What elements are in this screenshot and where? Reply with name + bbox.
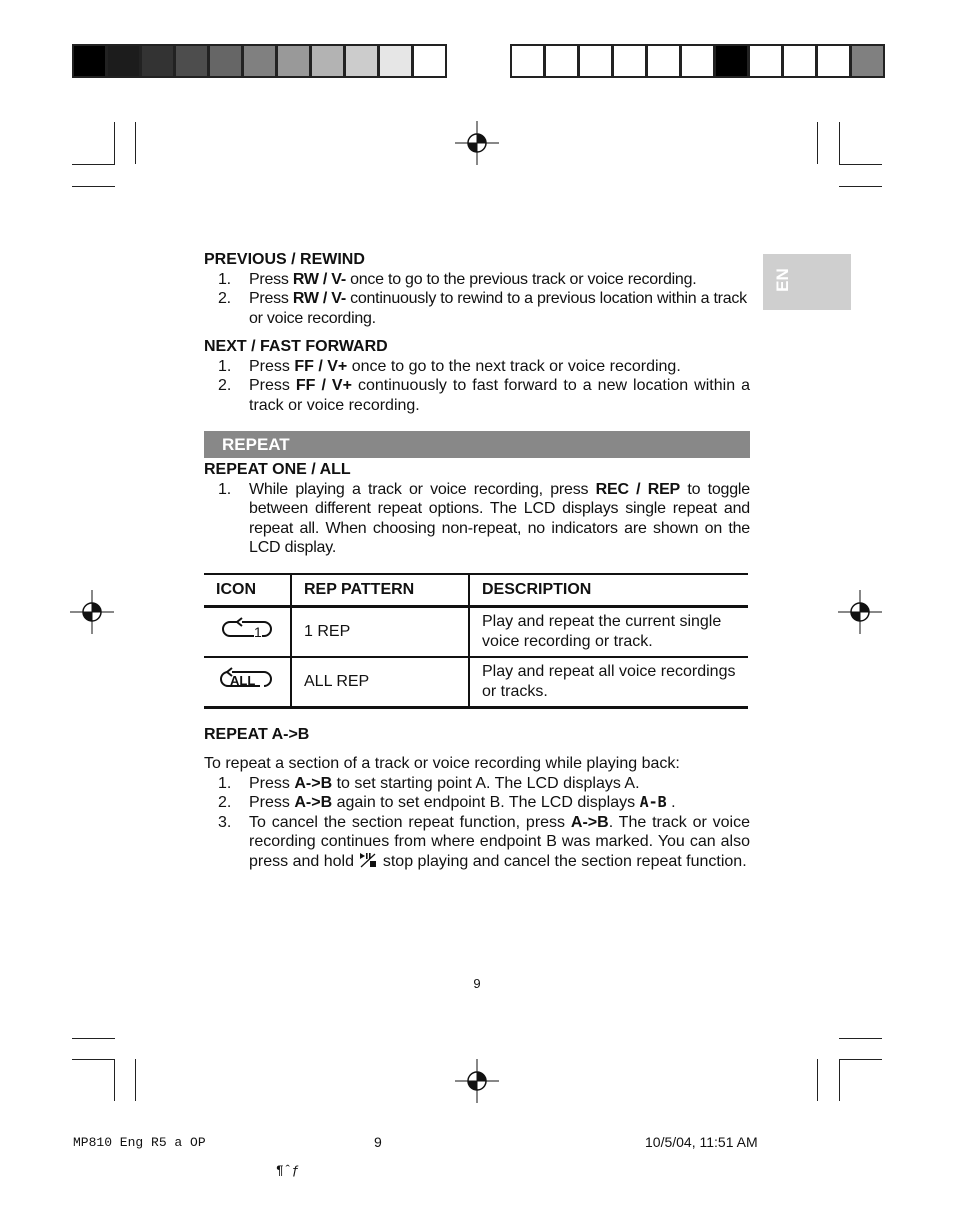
text: Press (249, 270, 293, 288)
calibration-swatch (346, 46, 377, 76)
calibration-swatch (176, 46, 207, 76)
crop-mark (135, 1059, 136, 1101)
repeat-steps (204, 480, 750, 558)
footer-filename: MP810 Eng R5 a OP (73, 1135, 206, 1150)
calibration-swatch (614, 46, 645, 76)
list-item (204, 774, 750, 794)
repeat-ab-intro: To repeat a section of a track or voice recording while playing back: (204, 755, 680, 772)
key-label: FF / V+ (295, 377, 352, 394)
key-label: A->B (294, 774, 333, 792)
registration-target-icon (838, 590, 882, 634)
list-item (204, 289, 750, 328)
calibration-swatch (244, 46, 275, 76)
calibration-swatch (716, 46, 747, 76)
list-item (204, 480, 750, 558)
footer-datetime: 10/5/04, 11:51 AM (645, 1134, 758, 1150)
table-cell-pattern: 1 REP (291, 606, 469, 657)
table-cell-icon (204, 657, 291, 708)
page-number: 9 (473, 976, 481, 991)
text: once to go to the previous track or voice recording. (345, 270, 697, 288)
text: stop playing and cancel the section repeat function. (378, 852, 747, 870)
crop-mark (72, 1038, 115, 1039)
list-item (204, 793, 750, 813)
section-heading-repeat-ab: REPEAT A->B (204, 725, 310, 743)
footer-page: 9 (374, 1134, 382, 1150)
calibration-swatch (750, 46, 781, 76)
text: . (666, 794, 676, 811)
list-number: 1. (218, 357, 232, 375)
table-cell-icon (204, 606, 291, 657)
list-item (204, 813, 750, 872)
language-tab-label: EN (773, 268, 792, 292)
calibration-swatch (312, 46, 343, 76)
table-row (204, 657, 748, 708)
calibration-swatch (580, 46, 611, 76)
calibration-swatch (278, 46, 309, 76)
key-label: FF / V+ (294, 357, 348, 375)
calibration-swatch (512, 46, 543, 76)
play-pause-stop-icon (358, 852, 378, 868)
svg-text:ALL: ALL (230, 672, 256, 688)
crop-mark (839, 122, 840, 164)
crop-mark (839, 1059, 840, 1101)
key-label: A->B (570, 813, 609, 831)
repeat-all-icon (220, 666, 274, 692)
list-number: 1. (218, 270, 231, 288)
table-header: DESCRIPTION (469, 574, 748, 607)
repeat-one-icon (220, 616, 274, 642)
table-header: ICON (204, 574, 291, 607)
list-number: 2. (218, 377, 232, 394)
table-cell-description: Play and repeat all voice recordings or tracks. (469, 657, 748, 708)
text: Press (249, 290, 293, 307)
crop-mark (839, 186, 882, 187)
footer-mark: ¶ˆƒ (276, 1163, 300, 1178)
text: continuously to fast forward to a new location within a track or voice recording. (249, 377, 750, 414)
registration-target-icon (455, 1059, 499, 1103)
key-label: A->B (294, 794, 333, 811)
crop-mark (817, 122, 818, 164)
list-number: 2. (218, 290, 231, 307)
crop-mark (72, 186, 115, 187)
table-header: REP PATTERN (291, 574, 469, 607)
key-label: REC / REP (595, 480, 681, 498)
key-label: RW / V- (292, 290, 346, 307)
table-row (204, 606, 748, 657)
table-cell-description: Play and repeat the current single voice recording or track. (469, 606, 748, 657)
svg-text:1: 1 (254, 623, 262, 640)
text: While playing a track or voice recording, press (249, 480, 596, 498)
crop-mark (114, 122, 115, 164)
calibration-swatch (380, 46, 411, 76)
calibration-swatch (546, 46, 577, 76)
crop-mark (817, 1059, 818, 1101)
text: Press (249, 774, 295, 792)
calibration-swatch (852, 46, 883, 76)
text: again to set endpoint B. The LCD displays (332, 794, 640, 811)
crop-mark (839, 1059, 882, 1060)
page-content (204, 250, 750, 871)
crop-mark (135, 122, 136, 164)
section-heading-next: NEXT / FAST FORWARD (204, 338, 388, 355)
calibration-swatch (210, 46, 241, 76)
calibration-swatch (142, 46, 173, 76)
text: continuously to rewind to a previous location within a track or voice recording. (249, 290, 747, 327)
text: . The track or voice recording continues from where endpoint B was marked. You can also press and hold (249, 813, 750, 870)
list-item (204, 270, 750, 290)
list-item (204, 376, 750, 415)
text: Press (249, 357, 295, 375)
calibration-swatch (648, 46, 679, 76)
list-item (204, 357, 750, 377)
crop-mark (72, 1059, 115, 1060)
section-bar-repeat: REPEAT (204, 431, 750, 458)
language-tab (763, 254, 851, 310)
previous-steps (204, 270, 750, 329)
next-steps (204, 357, 750, 416)
list-number: 1. (218, 774, 232, 792)
repeat-modes-table (204, 573, 748, 709)
key-label: RW / V- (292, 270, 346, 288)
text: Press (249, 794, 295, 811)
calibration-swatch (108, 46, 139, 76)
section-heading-repeat-one-all: REPEAT ONE / ALL (204, 461, 351, 478)
calibration-swatch (682, 46, 713, 76)
density-calibration-bar (510, 44, 885, 78)
ab-indicator-glyph: A-B (639, 793, 667, 811)
registration-target-icon (455, 121, 499, 165)
text: once to go to the next track or voice recording. (347, 357, 681, 375)
text: to set starting point A. The LCD displays A. (332, 774, 640, 792)
repeat-ab-steps (204, 774, 750, 872)
calibration-swatch (414, 46, 445, 76)
text: To cancel the section repeat function, press (249, 813, 571, 831)
table-cell-pattern: ALL REP (291, 657, 469, 708)
crop-mark (114, 1059, 115, 1101)
text: to toggle between different repeat options. The LCD displays single repeat and repeat all. When choosing non-repeat, no indicators are shown on the LCD display. (249, 480, 750, 556)
list-number: 2. (218, 794, 232, 811)
list-number: 1. (218, 480, 231, 498)
section-heading-previous: PREVIOUS / REWIND (204, 251, 365, 268)
text: Press (249, 377, 296, 394)
grayscale-calibration-bar (72, 44, 447, 78)
crop-mark (72, 164, 115, 165)
list-number: 3. (218, 813, 232, 831)
registration-target-icon (70, 590, 114, 634)
crop-mark (839, 1038, 882, 1039)
calibration-swatch (818, 46, 849, 76)
crop-mark (839, 164, 882, 165)
calibration-swatch (74, 46, 105, 76)
calibration-swatch (784, 46, 815, 76)
